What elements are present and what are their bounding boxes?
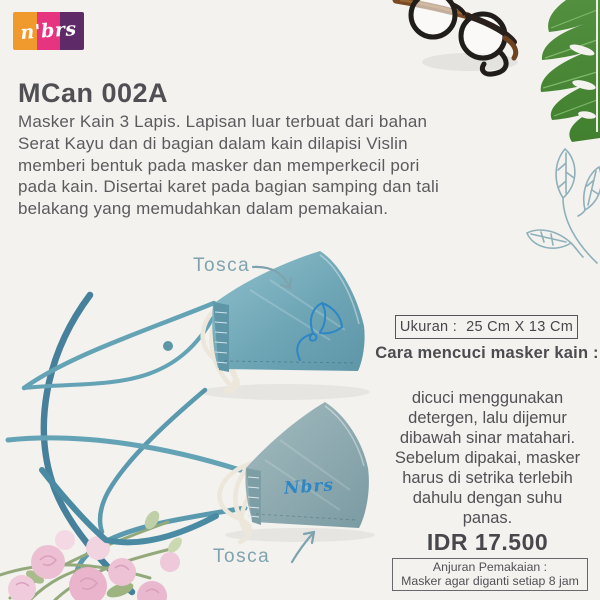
care-instructions-text: [370, 388, 600, 528]
care-instructions-title: Cara mencuci masker kain :: [375, 344, 599, 362]
usage-note-box: [392, 558, 588, 591]
variant-label-top: Tosca: [193, 255, 251, 276]
variant-label-bottom: Tosca: [213, 546, 271, 567]
tosca-mask-front-view: [220, 402, 375, 542]
eyeglasses-decor: [396, 0, 518, 74]
care-line: detergen, lalu dijemur: [408, 409, 567, 427]
size-label: Ukuran :: [399, 319, 458, 335]
brand-logo-text: n'brs: [19, 18, 78, 44]
product-description: [18, 111, 439, 220]
size-box: [395, 315, 578, 339]
care-line: harus di setrika terlebih: [402, 469, 573, 487]
description-line: Masker Kain 3 Lapis. Lapisan luar terbuat dari bahan: [18, 112, 428, 131]
description-line: pada kain. Disertai karet pada bagian samping dan tali: [18, 177, 439, 197]
care-line: dibawah sinar matahari.: [399, 429, 576, 447]
mask-embroidery-text: Nbrs: [283, 475, 335, 499]
monstera-leaf-decor: [541, 0, 600, 142]
product-code-title: MCan 002A: [18, 78, 169, 108]
description-line: Serat Kayu dan di bagian dalam kain dilapisi Vislin: [18, 133, 408, 153]
usage-note-title: Anjuran Pemakaian :: [432, 560, 548, 574]
description-line: belakang yang memudahkan dalam pemakaian.: [18, 199, 389, 219]
care-line: dicuci menggunakan: [411, 389, 564, 407]
price: IDR 17.500: [426, 529, 549, 555]
description-line: memberi bentuk pada masker dan memperkecil pori: [18, 155, 420, 175]
leaf-branch-sketch-decor: [527, 149, 600, 263]
care-line: dahulu dengan suhu: [412, 489, 563, 507]
care-line: Sebelum dipakai, masker: [394, 449, 581, 467]
tie-knot: [163, 341, 173, 351]
usage-note-text: Masker agar diganti setiap 8 jam: [401, 573, 579, 588]
size-value: 25 Cm X 13 Cm: [466, 319, 574, 335]
flower-bouquet-decor: [0, 508, 185, 600]
care-line: panas.: [462, 509, 513, 527]
